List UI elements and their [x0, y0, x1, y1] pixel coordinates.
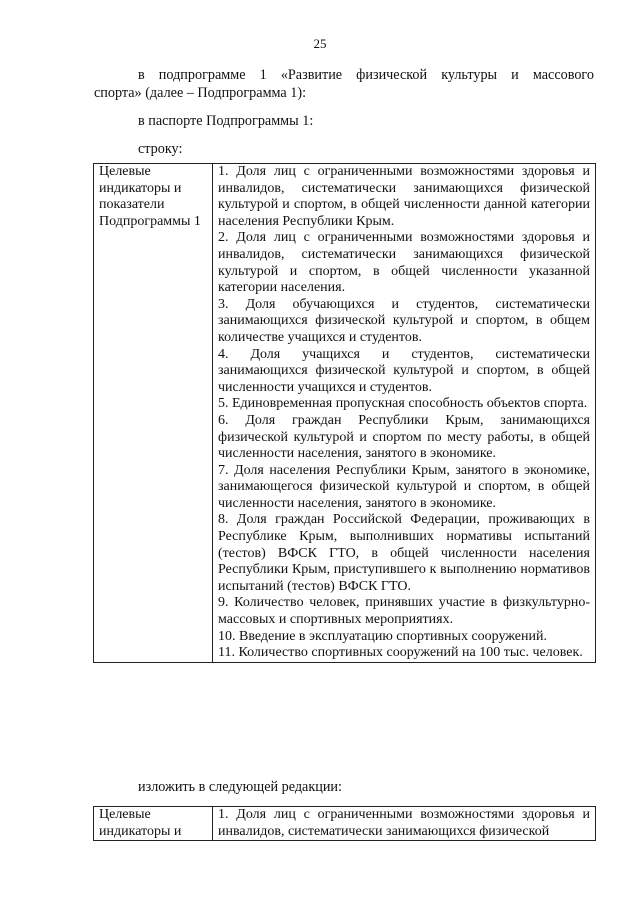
list-item: 11. Количество спортивных сооружений на 100 тыс. человек. — [218, 645, 583, 661]
intro-line-1: в подпрограмме 1 «Развитие физической культуры и массового — [138, 67, 594, 83]
list-item: 7. Доля населения Республики Крым, занятого в экономике, занимающегося физической культурой и спортом, в общей численности населения, занятого в экономике. — [218, 462, 590, 511]
table-items-cell — [213, 164, 596, 663]
table-label-cell: Целевые индикаторы и показатели Подпрограммы 1 — [94, 164, 213, 663]
list-item: 3. Доля обучающихся и студентов, систематически занимающихся физической культурой и спортом, в общем количестве учащихся и студентов. — [218, 296, 590, 345]
intro-line-2: спорта» (далее – Подпрограмма 1): — [94, 85, 307, 101]
list-item: 1. Доля лиц с ограниченными возможностями здоровья и инвалидов, систематически занимающихся физической культурой и спортом, в общей численности данной категории населения Республики Крым. — [218, 164, 590, 229]
table-items-cell — [213, 807, 596, 841]
passport-line: в паспорте Подпрограммы 1: — [138, 113, 314, 129]
list-item: 1. Доля лиц с ограниченными возможностями здоровья и инвалидов, систематически занимающихся физической — [218, 807, 590, 839]
table-row — [94, 807, 596, 841]
page-number: 25 — [313, 36, 327, 51]
list-item: 4. Доля учащихся и студентов, систематически занимающихся физической культурой и спортом, в общей численности учащихся и студентов. — [218, 346, 590, 395]
list-item: 5. Единовременная пропускная способность объектов спорта. — [218, 396, 588, 412]
list-item: 9. Количество человек, принявших участие в физкультурно-массовых и спортивных мероприятиях. — [218, 595, 590, 628]
indicators-table-new — [93, 806, 596, 841]
table-row — [94, 164, 596, 663]
list-item: 6. Доля граждан Республики Крым, занимающихся физической культурой и спортом по месту работы, в общей численности населения, занятого в экономике. — [218, 412, 590, 462]
list-item: 8. Доля граждан Российской Федерации, проживающих в Республике Крым, выполнивших нормативы испытаний (тестов) ВФСК ГТО, в общей численности населения Республики Крым, приступившего к выполнению нормативов испытаний (тестов) ВФСК ГТО. — [218, 512, 590, 594]
indicators-table-old — [93, 163, 596, 663]
row-line: строку: — [138, 141, 183, 157]
list-item: 10. Введение в эксплуатацию спортивных сооружений. — [218, 628, 547, 644]
new-edition-line: изложить в следующей редакции: — [138, 779, 342, 795]
list-item: 2. Доля лиц с ограниченными возможностями здоровья и инвалидов, систематически занимающихся физической культурой и спортом, в общей численности указанной категории населения. — [218, 230, 590, 296]
table-label-cell: Целевые индикаторы и — [94, 807, 213, 841]
